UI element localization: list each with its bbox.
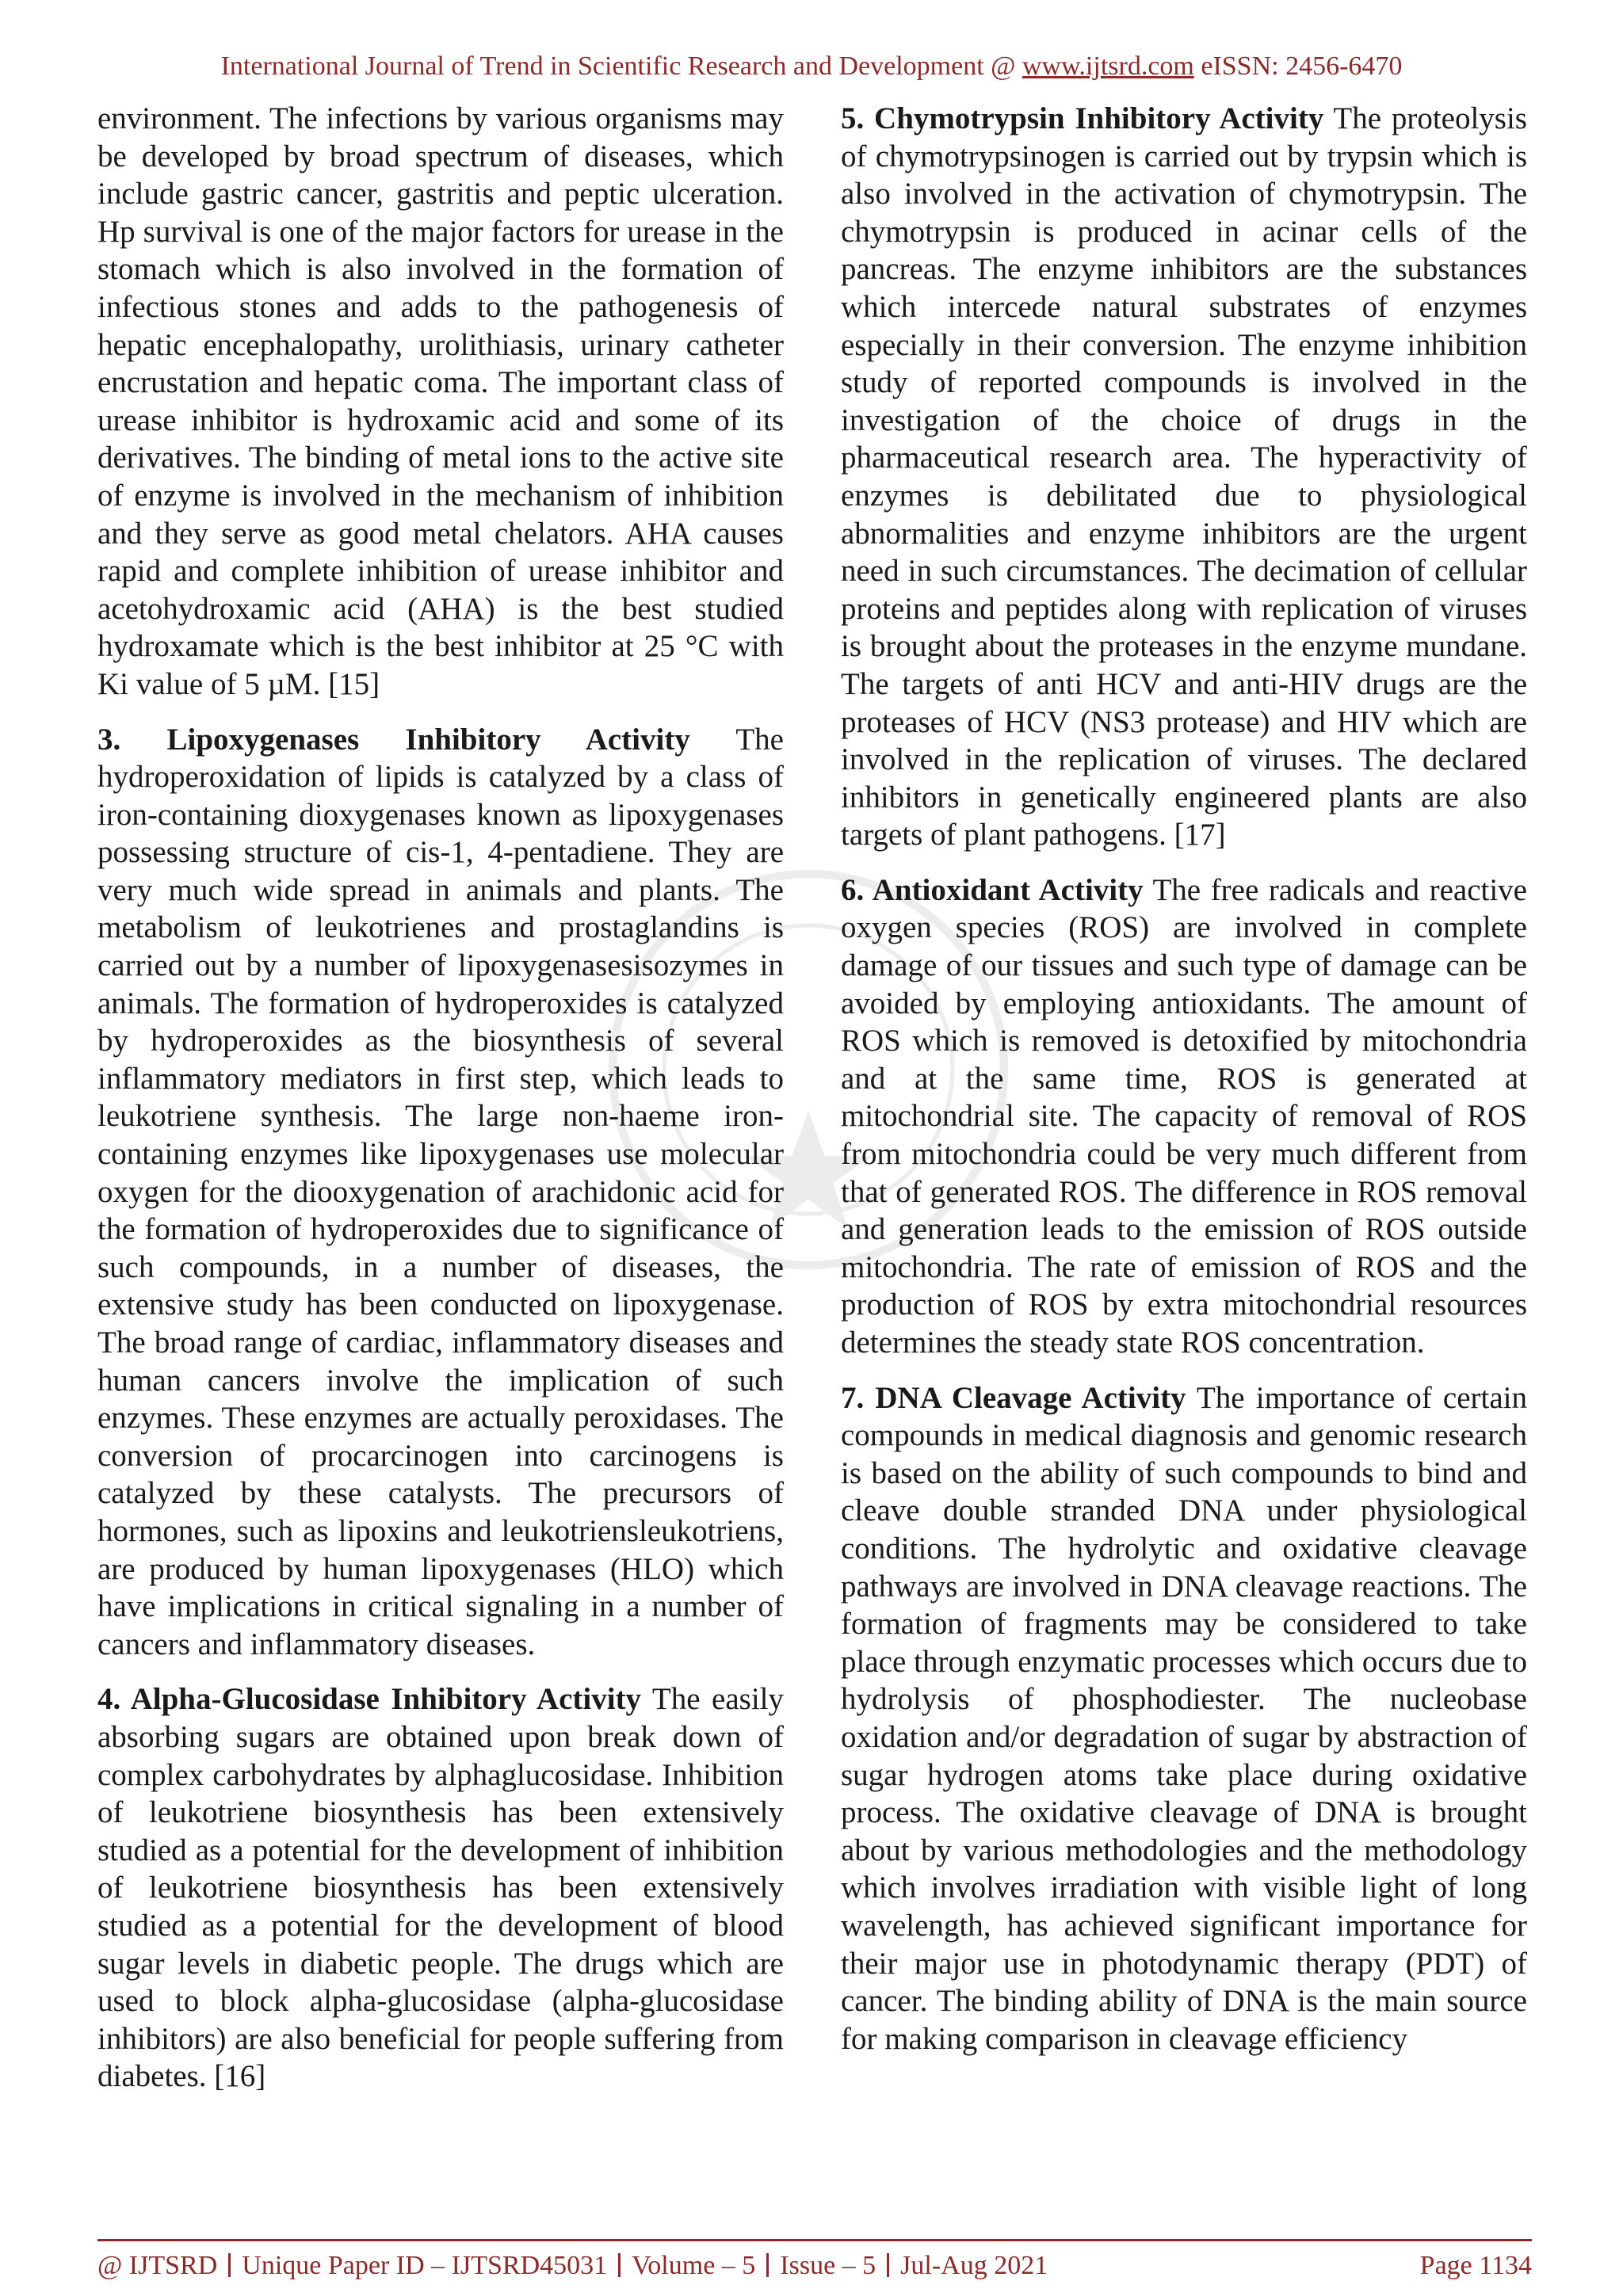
running-footer	[97, 2248, 1532, 2283]
footer-separator	[887, 2253, 889, 2277]
footer-separator	[766, 2253, 769, 2277]
running-header	[0, 51, 1623, 82]
header-suffix: eISSN: 2456-6470	[1193, 51, 1403, 81]
right-column	[841, 100, 1527, 2075]
journal-website-link[interactable]: www.ijtsrd.com	[1022, 51, 1194, 81]
section-6-body: The free radicals and reactive oxygen species (ROS) are involved in complete damage of our tissues and such type of damage can be avoided by employing antioxidants. The amount of ROS which is removed is detoxified by mitochondria and at the same time, ROS is generated at mitochondrial site. The capacity of removal of ROS from mitochondria could be very much different from that of generated ROS. The difference in ROS removal and generation leads to the emission of ROS outside mitochondria. The rate of emission of ROS and the production of ROS by extra mitochondrial resources determines the steady state ROS concentration.	[841, 872, 1527, 1360]
page-number: Page 1134	[1419, 2251, 1532, 2280]
section-5-heading: 5. Chymotrypsin Inhibitory Activity	[841, 101, 1324, 135]
footer-issue: Issue – 5	[780, 2251, 876, 2280]
footer-paper-id: Unique Paper ID – IJTSRD45031	[242, 2251, 608, 2280]
section-3-heading: 3. Lipoxygenases Inhibitory Activity	[97, 722, 690, 757]
footer-info	[97, 2248, 1048, 2283]
header-prefix: International Journal of Trend in Scientific Research and Development @	[220, 51, 1022, 81]
footer-volume: Volume – 5	[632, 2251, 756, 2280]
section-5-body: The proteolysis of chymotrypsinogen is carried out by trypsin which is also involved in the activation of chymotrypsin. The chymotrypsin is produced in acinar cells of the pancreas. The enzyme inhibitors are the substances which intercede natural substrates of enzymes especially in their conversion. The enzyme inhibition study of reported compounds is involved in the investigation of the choice of drugs in the pharmaceutical research area. The hyperactivity of enzymes is debilitated due to physiological abnormalities and enzyme inhibitors are the urgent need in such circumstances. The decimation of cellular proteins and peptides along with replication of viruses is brought about the proteases in the enzyme mundane. The targets of anti HCV and anti-HIV drugs are the proteases of HCV (NS3 protease) and HIV which are involved in the replication of viruses. The declared inhibitors in genetically engineered plants are also targets of plant pathogens. [17]	[841, 101, 1527, 852]
footer-date: Jul-Aug 2021	[900, 2251, 1048, 2280]
section-3-body: The hydroperoxidation of lipids is catalyzed by a class of iron-containing dioxygenases known as lipoxygenases possessing structure of cis-1, 4-pentadiene. They are very much wide spread in animals and plants. The metabolism of leukotrienes and prostaglandins is carried out by a number of lipoxygenasesisozymes in animals. The formation of hydroperoxides is catalyzed by hydroperoxides as the biosynthesis of several inflammatory mediators in first step, which leads to leukotriene synthesis. The large non-haeme iron-containing enzymes like lipoxygenases use molecular oxygen for the diooxygenation of arachidonic acid for the formation of hydroperoxides due to significance of such compounds, in a number of diseases, the extensive study has been conducted on lipoxygenase. The broad range of cardiac, inflammatory diseases and human cancers involve the implication of such enzymes. These enzymes are actually peroxidases. The conversion of procarcinogen into carcinogens is catalyzed by these catalysts. The precursors of hormones, such as lipoxins and leukotriensleukotriens, are produced by human lipoxygenases (HLO) which have implications in critical signaling in a number of cancers and inflammatory diseases.	[97, 722, 784, 1661]
section-7	[841, 1379, 1527, 2058]
footer-separator	[618, 2253, 621, 2277]
footer-separator	[228, 2253, 231, 2277]
section-4	[97, 1680, 784, 2096]
left-column	[97, 100, 784, 2113]
intro-paragraph	[97, 100, 784, 704]
section-4-heading: 4. Alpha-Glucosidase Inhibitory Activity	[97, 1682, 642, 1717]
intro-text: environment. The infections by various organisms may be developed by broad spectrum of diseases, which include gastric cancer, gastritis and peptic ulceration. Hp survival is one of the major factors for urease in the stomach which is also involved in the formation of infectious stones and adds to the pathogenesis of hepatic encephalopathy, urolithiasis, urinary catheter encrustation and hepatic coma. The important class of urease inhibitor is hydroxamic acid and some of its derivatives. The binding of metal ions to the active site of enzyme is involved in the mechanism of inhibition and they serve as good metal chelators. AHA causes rapid and complete inhibition of urease inhibitor and acetohydroxamic acid (AHA) is the best studied hydroxamate which is the best inhibitor at 25 °C with Ki value of 5 µM. [15]	[97, 101, 784, 701]
section-7-heading: 7. DNA Cleavage Activity	[841, 1380, 1186, 1415]
section-6	[841, 871, 1527, 1362]
section-6-heading: 6. Antioxidant Activity	[841, 872, 1144, 907]
section-4-body: The easily absorbing sugars are obtained upon break down of complex carbohydrates by alphaglucosidase. Inhibition of leukotriene biosynthesis has been extensively studied as a potential for the development of inhibition of leukotriene biosynthesis has been extensively studied as a potential for the development of blood sugar levels in diabetic people. The drugs which are used to block alpha-glucosidase (alpha-glucosidase inhibitors) are also beneficial for people suffering from diabetes. [16]	[97, 1682, 784, 2094]
footer-rule	[97, 2239, 1532, 2241]
footer-journal: @ IJTSRD	[97, 2251, 218, 2280]
section-5	[841, 100, 1527, 854]
section-7-body: The importance of certain compounds in medical diagnosis and genomic research is based on the ability of such compounds to bind and cleave double stranded DNA under physiological conditions. The hydrolytic and oxidative cleavage pathways are involved in DNA cleavage reactions. The formation of fragments may be considered to take place through enzymatic processes which occurs due to hydrolysis of phosphodiester. The nucleobase oxidation and/or degradation of sugar by abstraction of sugar hydrogen atoms take place during oxidative process. The oxidative cleavage of DNA is brought about by various methodologies and the methodology which involves irradiation with visible light of long wavelength, has achieved significant importance for their major use in photodynamic therapy (PDT) of cancer. The binding ability of DNA is the main source for making comparison in cleavage efficiency	[841, 1380, 1527, 2056]
section-3	[97, 721, 784, 1664]
